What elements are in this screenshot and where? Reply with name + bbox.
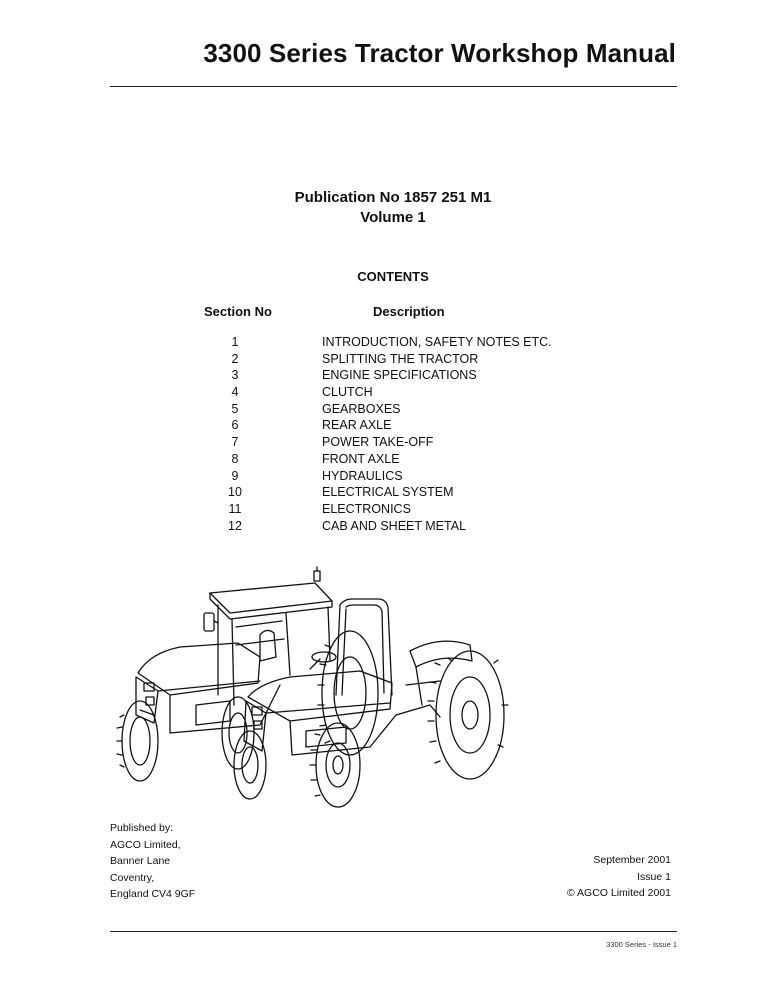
section-description: HYDRAULICS xyxy=(322,468,403,483)
page-footer: 3300 Series - Issue 1 xyxy=(606,940,677,949)
rear-tractor xyxy=(117,567,378,781)
tractor-illustration xyxy=(110,565,510,810)
section-description: ELECTRONICS xyxy=(322,501,411,516)
section-description: CLUTCH xyxy=(322,385,373,400)
issue-date: September 2001 xyxy=(593,854,671,866)
contents-table xyxy=(200,334,620,534)
toc-row xyxy=(200,417,620,434)
section-description: REAR AXLE xyxy=(322,418,392,433)
page-title: 3300 Series Tractor Workshop Manual xyxy=(203,38,676,68)
section-no-header: Section No xyxy=(204,304,272,319)
section-number: 4 xyxy=(231,385,239,400)
toc-row xyxy=(200,384,620,401)
section-description: GEARBOXES xyxy=(322,401,401,416)
section-number: 11 xyxy=(228,501,242,516)
toc-row xyxy=(200,484,620,501)
toc-row xyxy=(200,451,620,468)
description-header: Description xyxy=(373,304,445,319)
publisher-line: Coventry, xyxy=(110,871,155,884)
section-description: ELECTRICAL SYSTEM xyxy=(322,485,454,500)
section-number: 8 xyxy=(231,451,239,466)
section-number: 2 xyxy=(231,351,239,366)
publisher-block xyxy=(110,820,195,903)
section-description: FRONT AXLE xyxy=(322,451,400,466)
toc-row xyxy=(200,501,620,518)
toc-row xyxy=(200,367,620,384)
front-tractor xyxy=(234,599,508,807)
toc-row xyxy=(200,401,620,418)
issue-number: Issue 1 xyxy=(637,870,671,883)
section-description: CAB AND SHEET METAL xyxy=(322,518,467,533)
publisher-line: Banner Lane xyxy=(110,855,171,867)
section-description: ENGINE SPECIFICATIONS xyxy=(322,368,477,383)
toc-row xyxy=(200,468,620,485)
section-description: POWER TAKE-OFF xyxy=(322,435,434,450)
publisher-line: Published by: xyxy=(110,822,174,834)
section-description: SPLITTING THE TRACTOR xyxy=(322,351,479,366)
publisher-line: AGCO Limited, xyxy=(110,838,181,851)
toc-row xyxy=(200,518,620,535)
copyright-notice: © AGCO Limited 2001 xyxy=(566,887,671,899)
contents-heading: CONTENTS xyxy=(357,269,429,284)
section-number: 7 xyxy=(231,435,239,450)
top-rule xyxy=(110,86,677,87)
section-number: 12 xyxy=(228,518,242,533)
volume-label: Volume 1 xyxy=(360,209,426,226)
toc-row xyxy=(200,334,620,351)
toc-row xyxy=(200,351,620,368)
section-number: 10 xyxy=(228,485,242,500)
bottom-rule xyxy=(110,931,677,932)
publisher-line: England CV4 9GF xyxy=(110,888,196,900)
publication-number: Publication No 1857 251 M1 xyxy=(294,189,492,206)
toc-row xyxy=(200,434,620,451)
issue-block xyxy=(567,852,671,902)
section-number: 3 xyxy=(231,368,239,383)
section-number: 6 xyxy=(231,418,239,433)
section-number: 5 xyxy=(231,401,239,416)
section-number: 1 xyxy=(231,335,239,349)
section-description: INTRODUCTION, SAFETY NOTES ETC. xyxy=(322,335,552,349)
section-number: 9 xyxy=(231,468,239,483)
